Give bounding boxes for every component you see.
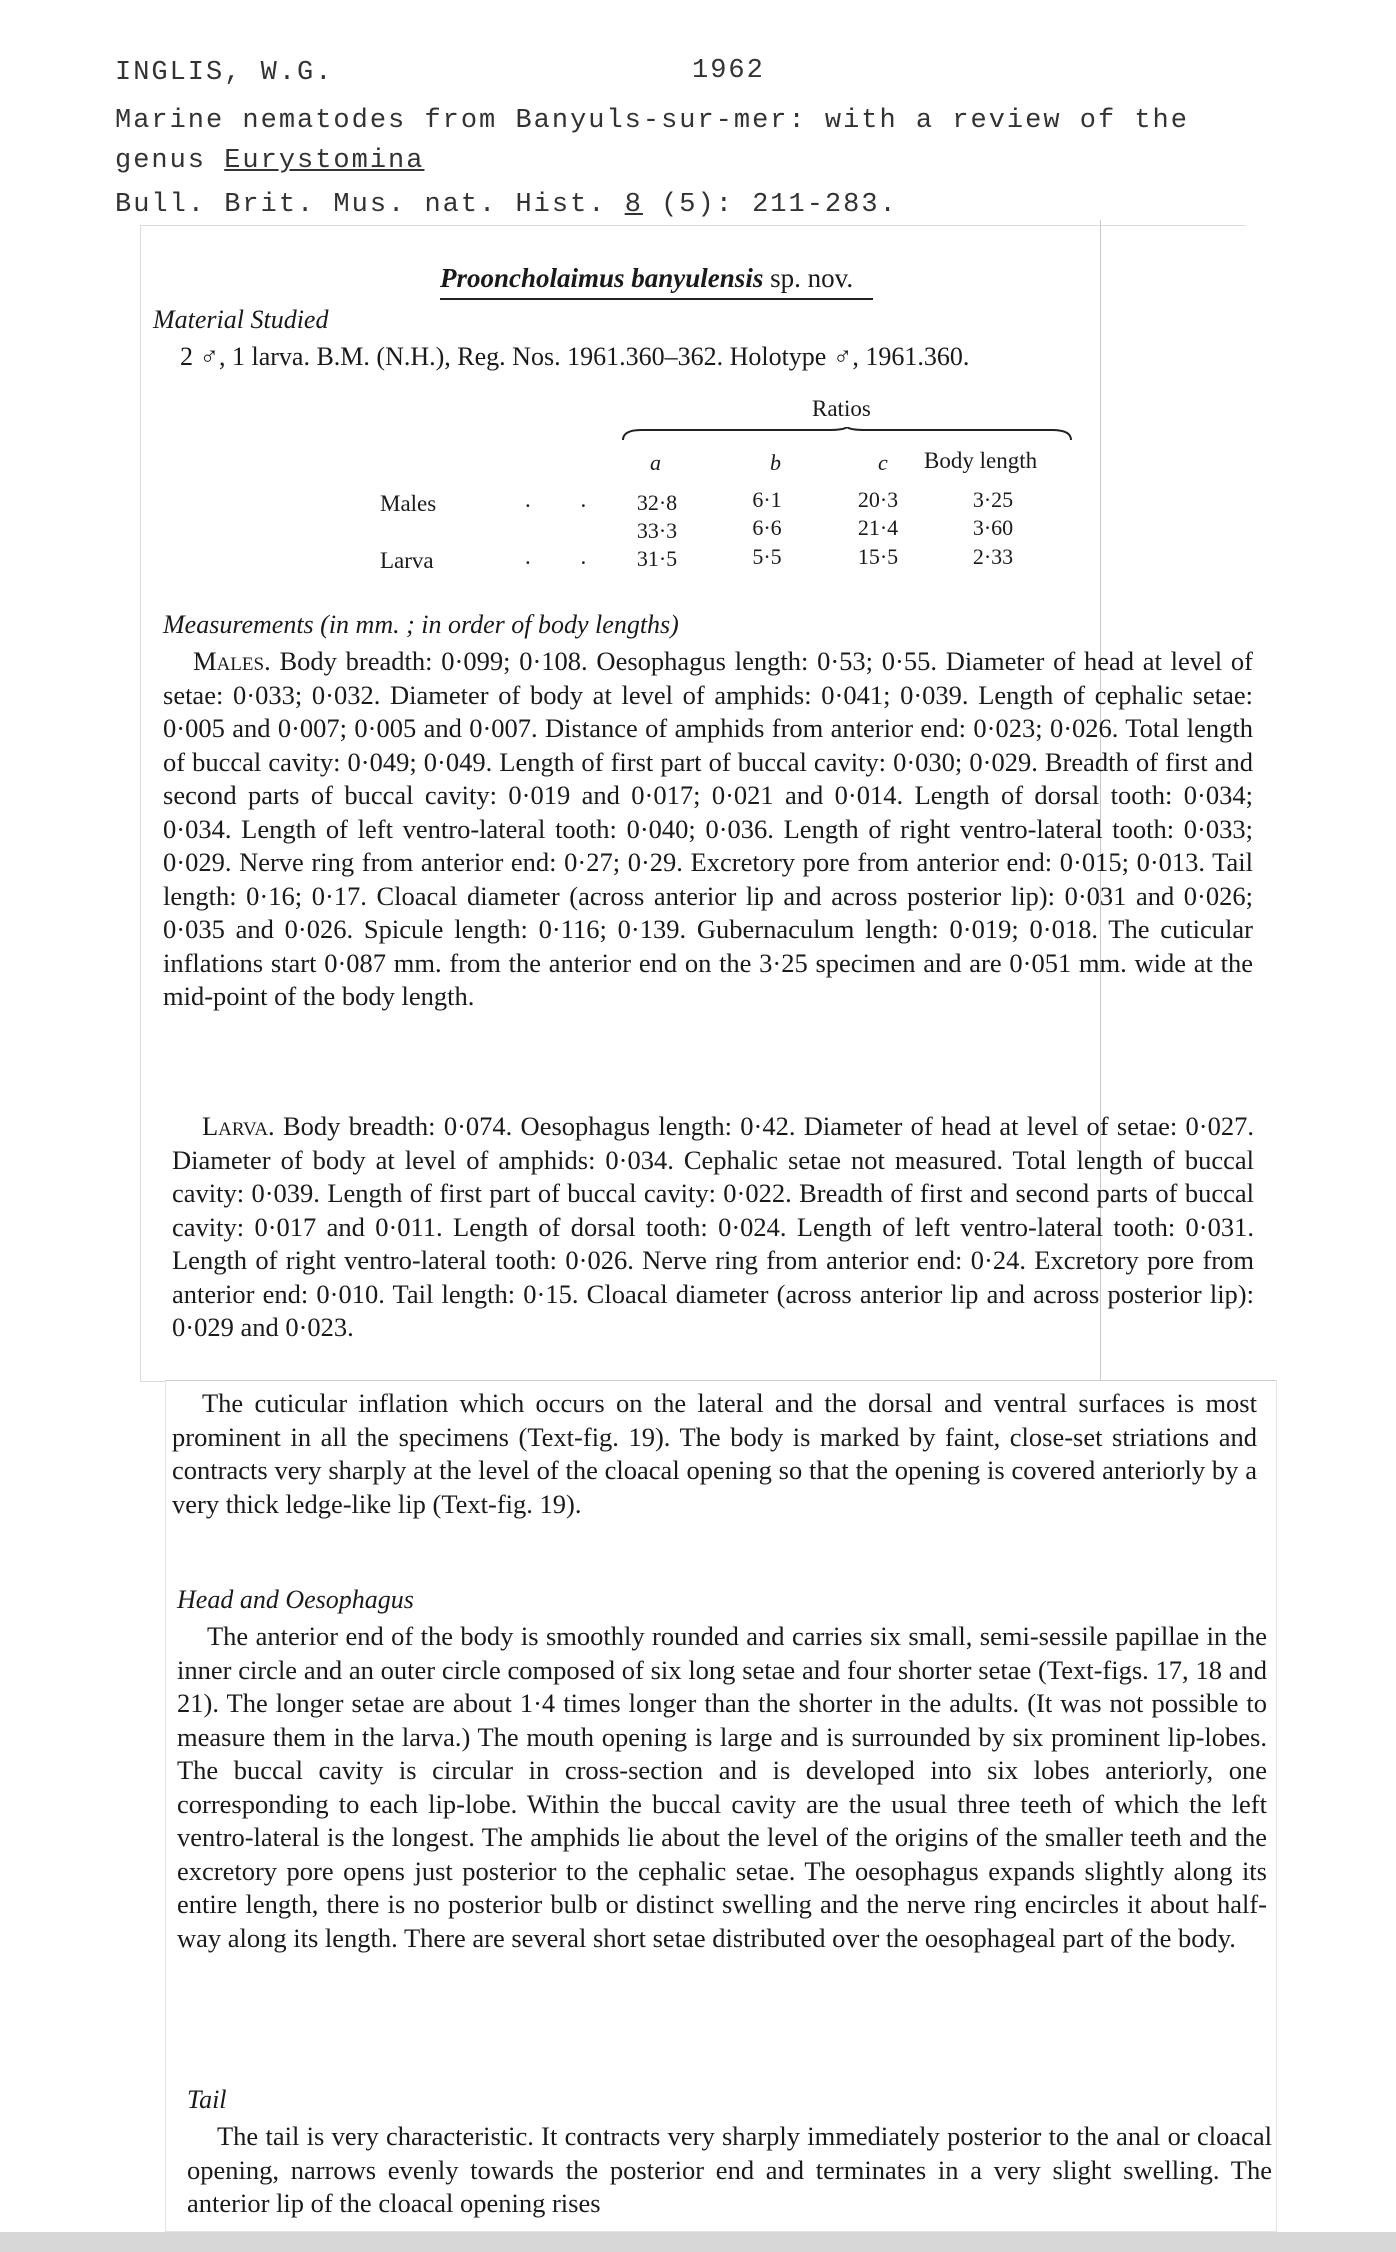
species-suffix: sp. nov. [763, 263, 854, 293]
ratios-cell: 33·3 [636, 518, 678, 543]
head-oesophagus-text: The anterior end of the body is smoothly rounded and carries six small, semi-sessile papillae in the inner circle and an outer circle composed of six long setae and four shorter setae (Text-figs. 17, 18 and 21). The longer setae are about 1·4 times longer than the shorter in the adults. (It was not possible to measure them in the larva.) The mouth opening is large and is surrounded by six prominent lip-lobes. The buccal cavity is circular in cross-section and is developed into six lobes anteriorly, one corresponding to each lip-lobe. Within the buccal cavity are the usual three teeth of which the left ventro-lateral is the longest. The amphids lie about the level of the origins of the smaller teeth and the excretory pore opens just posterior to the cephalic setae. The oesophagus expands slightly along its entire length, there is no posterior bulb or distinct swelling and the nerve ring encircles it about half-way along its length. There are several short setae distributed over the oesophageal part of the body. [177, 1621, 1267, 1953]
ratios-cell: 15·5 [857, 544, 899, 569]
measurements-larva-paragraph [172, 1110, 1254, 1345]
ratios-title: Ratios [812, 396, 871, 421]
males-label: Males. [193, 646, 271, 676]
species-name: Prooncholaimus banyulensis [440, 263, 764, 293]
scanner-bottom-strip [0, 2232, 1396, 2252]
tail-text: The tail is very characteristic. It contracts very sharply immediately posterior to the anal or cloacal opening, narrows evenly towards the posterior end and terminates in a very slight swelling. The anterior lip of the cloacal opening rises [187, 2121, 1272, 2218]
material-heading: Material Studied [153, 305, 329, 334]
ratios-cell: 31·5 [636, 546, 678, 571]
ratios-cell: 3·60 [972, 515, 1014, 540]
reference-volume: 8 [624, 190, 643, 220]
ratios-cell: 2·33 [972, 544, 1014, 569]
head-oesophagus-heading: Head and Oesophagus [177, 1585, 414, 1614]
card-author: INGLIS, W.G. [115, 58, 334, 88]
card-title-genus: Eurystomina [224, 146, 425, 176]
reference-journal: Bull. Brit. Mus. nat. Hist. [115, 190, 625, 220]
larva-text: Body breadth: 0·074. Oesophagus length: 0·42. Diameter of head at level of setae: 0·027. Diameter of body at level of amphids: 0·034. Cephalic setae not measured. Total length of buccal cavity: 0·039. Length of first part of buccal cavity: 0·022. Breadth of first and second parts of buccal cavity: 0·017 and 0·011. Length of dorsal tooth: 0·024. Length of left ventro-lateral tooth: 0·031. Length of right ventro-lateral tooth: 0·026. Nerve ring from anterior end: 0·24. Excretory pore from anterior end: 0·010. Tail length: 0·15. Cloacal diameter (across anterior lip and across posterior lip): 0·029 and 0·023. [172, 1111, 1254, 1342]
card-title-line-2 [115, 146, 424, 176]
card-title-line-1: Marine nematodes from Banyuls-sur-mer: with a review of the [115, 106, 1189, 136]
ratios-row-label: Males [380, 491, 437, 516]
reference-pages: (5): 211-283. [642, 190, 898, 220]
intro-text: The cuticular inflation which occurs on the lateral and the dorsal and ventral surfaces is most prominent in all the specimens (Text-fig. 19). The body is marked by faint, close-set striations and contracts very sharply at the level of the cloacal opening so that the opening is covered anteriorly by a very thick ledge-like lip (Text-fig. 19). [172, 1388, 1257, 1519]
measurements-males-paragraph [163, 645, 1253, 1014]
tail-paragraph [187, 2120, 1272, 2221]
ratios-cell: 21·4 [857, 515, 899, 540]
ratios-cell: 32·8 [636, 490, 678, 515]
measurements-heading: Measurements (in mm. ; in order of body lengths) [163, 610, 679, 639]
material-text: 2 ♂, 1 larva. B.M. (N.H.), Reg. Nos. 1961.360–362. Holotype ♂, 1961.360. [180, 342, 970, 371]
ratios-cell: 6·1 [752, 487, 782, 512]
ratios-header-b: b [770, 450, 781, 475]
description-intro [172, 1387, 1257, 1521]
larva-label: Larva. [202, 1111, 275, 1141]
leader-dots: . . [525, 487, 609, 512]
card-reference [115, 190, 898, 220]
ratios-row-label: Larva [380, 548, 434, 573]
ratios-header-a: a [650, 450, 661, 475]
ratios-header-c: c [878, 450, 888, 475]
leader-dots: . . [525, 544, 609, 569]
ratios-cell: 6·6 [752, 515, 782, 540]
card-title-prefix: genus [115, 146, 225, 176]
ratios-cell: 20·3 [857, 487, 899, 512]
males-text: Body breadth: 0·099; 0·108. Oesophagus length: 0·53; 0·55. Diameter of head at level of setae: 0·033; 0·032. Diameter of body at level of amphids: 0·041; 0·039. Length of cephalic setae: 0·005 and 0·007; 0·005 and 0·007. Distance of amphids from anterior end: 0·023; 0·026. Total length of buccal cavity: 0·049; 0·049. Length of first part of buccal cavity: 0·030; 0·029. Breadth of first and second parts of buccal cavity: 0·019 and 0·017; 0·021 and 0·014. Length of dorsal tooth: 0·034; 0·034. Length of left ventro-lateral tooth: 0·040; 0·036. Length of right ventro-lateral tooth: 0·033; 0·029. Nerve ring from anterior end: 0·27; 0·29. Excretory pore from anterior end: 0·015; 0·013. Tail length: 0·16; 0·17. Cloacal diameter (across anterior lip and across posterior lip): 0·031 and 0·026; 0·035 and 0·026. Spicule length: 0·116; 0·139. Gubernaculum length: 0·019; 0·018. The cuticular inflations start 0·087 mm. from the anterior end on the 3·25 specimen and are 0·051 mm. wide at the mid-point of the body length. [163, 646, 1253, 1011]
ratios-cell: 5·5 [752, 544, 782, 569]
card-year: 1962 [692, 56, 765, 86]
ratios-cell: 3·25 [972, 487, 1014, 512]
head-oesophagus-paragraph [177, 1620, 1267, 1955]
ratios-header-body-length: Body length [924, 448, 1038, 473]
species-title [440, 263, 873, 300]
tail-heading: Tail [187, 2085, 227, 2114]
ratios-brace [622, 427, 1072, 441]
